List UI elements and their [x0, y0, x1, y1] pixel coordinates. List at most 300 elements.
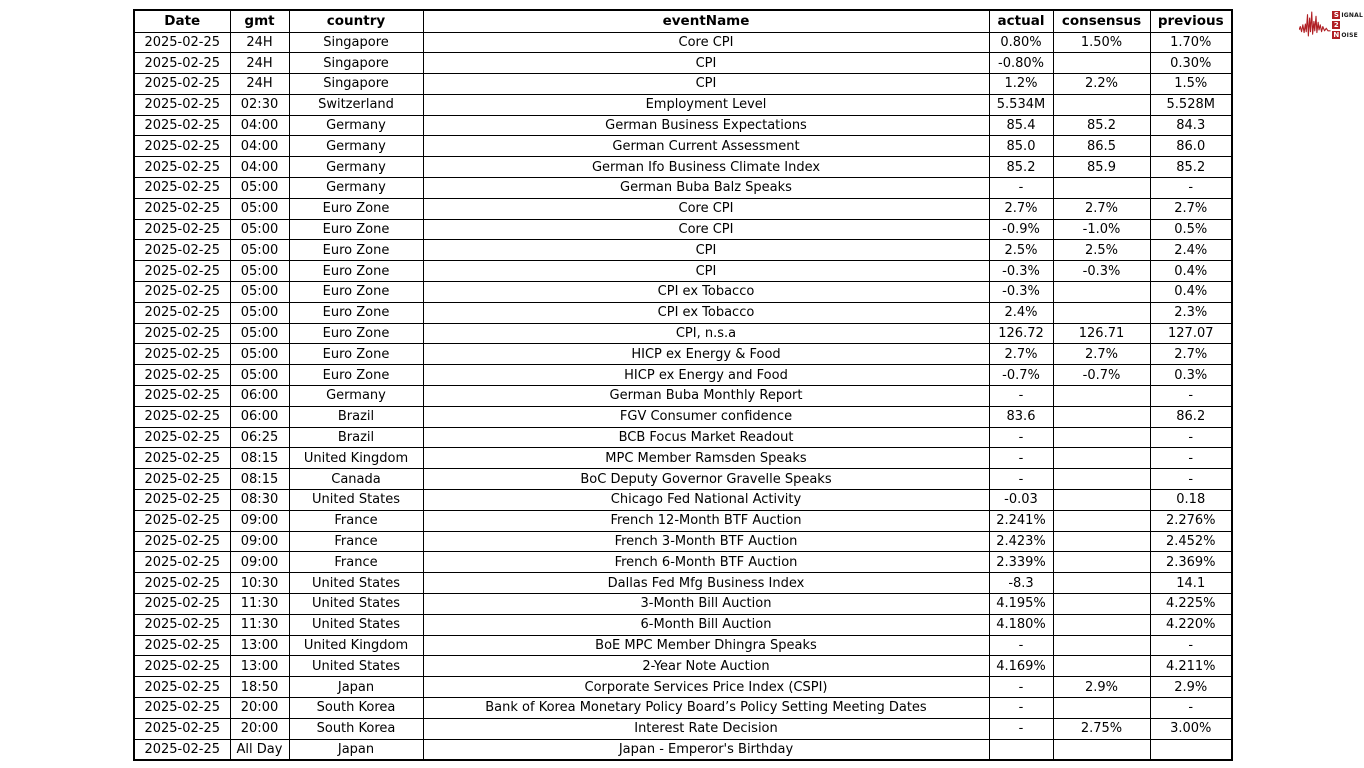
table-row — [134, 115, 1232, 136]
table-row — [134, 635, 1232, 656]
cell-gmt: 24H — [230, 32, 289, 53]
cell-previous: - — [1150, 635, 1232, 656]
cell-country: Euro Zone — [289, 282, 423, 303]
table-row — [134, 219, 1232, 240]
logo-line-signal — [1332, 11, 1363, 20]
cell-date: 2025-02-25 — [134, 198, 230, 219]
cell-event-name: 3-Month Bill Auction — [423, 594, 989, 615]
cell-actual: -0.80% — [989, 53, 1053, 74]
cell-country: United States — [289, 614, 423, 635]
table-row — [134, 136, 1232, 157]
cell-gmt: 24H — [230, 74, 289, 95]
table-row — [134, 698, 1232, 719]
cell-gmt: 20:00 — [230, 718, 289, 739]
cell-consensus — [1053, 552, 1150, 573]
cell-previous: 0.4% — [1150, 261, 1232, 282]
table-row — [134, 178, 1232, 199]
cell-gmt: 02:30 — [230, 94, 289, 115]
cell-consensus — [1053, 386, 1150, 407]
cell-country: Euro Zone — [289, 365, 423, 386]
cell-gmt: 13:00 — [230, 656, 289, 677]
cell-actual: - — [989, 469, 1053, 490]
cell-consensus — [1053, 656, 1150, 677]
cell-date: 2025-02-25 — [134, 635, 230, 656]
table-row — [134, 739, 1232, 760]
cell-country: Canada — [289, 469, 423, 490]
cell-gmt: 05:00 — [230, 261, 289, 282]
cell-event-name: Chicago Fed National Activity — [423, 490, 989, 511]
cell-gmt: 10:30 — [230, 573, 289, 594]
cell-event-name: FGV Consumer confidence — [423, 406, 989, 427]
cell-consensus — [1053, 302, 1150, 323]
cell-consensus — [1053, 739, 1150, 760]
cell-consensus — [1053, 282, 1150, 303]
cell-country: Euro Zone — [289, 323, 423, 344]
cell-event-name: CPI, n.s.a — [423, 323, 989, 344]
cell-gmt: 20:00 — [230, 698, 289, 719]
logo-line-noise — [1332, 31, 1363, 40]
cell-event-name: German Ifo Business Climate Index — [423, 157, 989, 178]
cell-date: 2025-02-25 — [134, 115, 230, 136]
cell-previous: 2.3% — [1150, 302, 1232, 323]
cell-actual: 2.241% — [989, 510, 1053, 531]
cell-actual: 2.5% — [989, 240, 1053, 261]
cell-consensus — [1053, 427, 1150, 448]
signal2noise-logo — [1299, 5, 1363, 43]
table-row — [134, 448, 1232, 469]
table-row — [134, 240, 1232, 261]
cell-actual: 85.4 — [989, 115, 1053, 136]
cell-consensus — [1053, 635, 1150, 656]
cell-actual — [989, 739, 1053, 760]
cell-event-name: MPC Member Ramsden Speaks — [423, 448, 989, 469]
cell-gmt: 08:30 — [230, 490, 289, 511]
cell-date: 2025-02-25 — [134, 573, 230, 594]
cell-date: 2025-02-25 — [134, 344, 230, 365]
cell-event-name: CPI — [423, 53, 989, 74]
cell-gmt: 04:00 — [230, 157, 289, 178]
cell-country: Euro Zone — [289, 240, 423, 261]
cell-actual: 85.2 — [989, 157, 1053, 178]
cell-event-name: CPI — [423, 74, 989, 95]
cell-date: 2025-02-25 — [134, 656, 230, 677]
cell-actual: -0.3% — [989, 261, 1053, 282]
cell-actual: -0.3% — [989, 282, 1053, 303]
cell-gmt: 05:00 — [230, 178, 289, 199]
cell-date: 2025-02-25 — [134, 323, 230, 344]
cell-previous: 14.1 — [1150, 573, 1232, 594]
cell-consensus — [1053, 448, 1150, 469]
table-row — [134, 74, 1232, 95]
cell-date: 2025-02-25 — [134, 490, 230, 511]
cell-gmt: 09:00 — [230, 552, 289, 573]
cell-date: 2025-02-25 — [134, 739, 230, 760]
cell-date: 2025-02-25 — [134, 386, 230, 407]
cell-event-name: German Buba Balz Speaks — [423, 178, 989, 199]
cell-previous: - — [1150, 178, 1232, 199]
cell-actual: 2.7% — [989, 344, 1053, 365]
cell-actual: -0.7% — [989, 365, 1053, 386]
table-row — [134, 94, 1232, 115]
cell-date: 2025-02-25 — [134, 157, 230, 178]
cell-gmt: 11:30 — [230, 594, 289, 615]
table-row — [134, 469, 1232, 490]
cell-consensus: -0.3% — [1053, 261, 1150, 282]
cell-country: Euro Zone — [289, 261, 423, 282]
table-row — [134, 32, 1232, 53]
cell-actual: - — [989, 178, 1053, 199]
cell-country: France — [289, 510, 423, 531]
cell-previous: 0.5% — [1150, 219, 1232, 240]
cell-gmt: 05:00 — [230, 198, 289, 219]
cell-date: 2025-02-25 — [134, 32, 230, 53]
cell-event-name: Core CPI — [423, 219, 989, 240]
cell-gmt: 08:15 — [230, 448, 289, 469]
cell-previous: 0.18 — [1150, 490, 1232, 511]
economic-calendar — [133, 9, 1233, 761]
cell-actual: 4.180% — [989, 614, 1053, 635]
cell-country: Germany — [289, 115, 423, 136]
cell-date: 2025-02-25 — [134, 614, 230, 635]
cell-gmt: 11:30 — [230, 614, 289, 635]
cell-actual: - — [989, 635, 1053, 656]
cell-previous: - — [1150, 698, 1232, 719]
cell-gmt: 04:00 — [230, 115, 289, 136]
cell-event-name: Core CPI — [423, 198, 989, 219]
cell-consensus — [1053, 594, 1150, 615]
cell-previous: 86.2 — [1150, 406, 1232, 427]
cell-consensus: 2.9% — [1053, 677, 1150, 698]
cell-previous — [1150, 739, 1232, 760]
cell-previous: - — [1150, 386, 1232, 407]
cell-date: 2025-02-25 — [134, 94, 230, 115]
cell-consensus — [1053, 406, 1150, 427]
cell-country: Singapore — [289, 53, 423, 74]
cell-previous: - — [1150, 427, 1232, 448]
cell-country: Germany — [289, 136, 423, 157]
cell-event-name: French 3-Month BTF Auction — [423, 531, 989, 552]
cell-date: 2025-02-25 — [134, 698, 230, 719]
cell-country: United States — [289, 656, 423, 677]
cell-event-name: French 12-Month BTF Auction — [423, 510, 989, 531]
cell-consensus — [1053, 490, 1150, 511]
cell-previous: 84.3 — [1150, 115, 1232, 136]
cell-previous: 2.452% — [1150, 531, 1232, 552]
cell-previous: 127.07 — [1150, 323, 1232, 344]
cell-consensus — [1053, 698, 1150, 719]
cell-gmt: 04:00 — [230, 136, 289, 157]
column-header-date: Date — [134, 10, 230, 32]
cell-date: 2025-02-25 — [134, 136, 230, 157]
cell-event-name: German Business Expectations — [423, 115, 989, 136]
cell-previous: 0.30% — [1150, 53, 1232, 74]
cell-date: 2025-02-25 — [134, 74, 230, 95]
cell-actual: - — [989, 718, 1053, 739]
cell-date: 2025-02-25 — [134, 718, 230, 739]
cell-actual: - — [989, 698, 1053, 719]
cell-previous: - — [1150, 448, 1232, 469]
cell-consensus: 2.2% — [1053, 74, 1150, 95]
cell-event-name: Bank of Korea Monetary Policy Board’s Policy Setting Meeting Dates — [423, 698, 989, 719]
cell-consensus: 2.5% — [1053, 240, 1150, 261]
cell-date: 2025-02-25 — [134, 261, 230, 282]
cell-consensus — [1053, 573, 1150, 594]
cell-event-name: BCB Focus Market Readout — [423, 427, 989, 448]
cell-date: 2025-02-25 — [134, 552, 230, 573]
cell-date: 2025-02-25 — [134, 594, 230, 615]
cell-consensus: -0.7% — [1053, 365, 1150, 386]
economic-calendar-table — [133, 9, 1233, 761]
cell-previous: 1.5% — [1150, 74, 1232, 95]
cell-country: United States — [289, 490, 423, 511]
cell-previous: - — [1150, 469, 1232, 490]
cell-consensus: 2.7% — [1053, 344, 1150, 365]
table-body — [134, 32, 1232, 760]
cell-previous: 2.276% — [1150, 510, 1232, 531]
cell-date: 2025-02-25 — [134, 469, 230, 490]
cell-event-name: Japan - Emperor's Birthday — [423, 739, 989, 760]
cell-actual: 5.534M — [989, 94, 1053, 115]
cell-actual: -0.03 — [989, 490, 1053, 511]
cell-gmt: 13:00 — [230, 635, 289, 656]
table-row — [134, 282, 1232, 303]
waveform-icon — [1299, 8, 1331, 40]
cell-date: 2025-02-25 — [134, 510, 230, 531]
cell-event-name: Core CPI — [423, 32, 989, 53]
cell-previous: 1.70% — [1150, 32, 1232, 53]
cell-consensus — [1053, 53, 1150, 74]
cell-previous: 2.4% — [1150, 240, 1232, 261]
cell-actual: 2.4% — [989, 302, 1053, 323]
cell-previous: 2.9% — [1150, 677, 1232, 698]
cell-previous: 0.4% — [1150, 282, 1232, 303]
table-row — [134, 427, 1232, 448]
cell-previous: 2.369% — [1150, 552, 1232, 573]
cell-actual: 1.2% — [989, 74, 1053, 95]
cell-date: 2025-02-25 — [134, 406, 230, 427]
cell-country: United States — [289, 594, 423, 615]
cell-event-name: French 6-Month BTF Auction — [423, 552, 989, 573]
cell-actual: 2.7% — [989, 198, 1053, 219]
cell-previous: 4.211% — [1150, 656, 1232, 677]
logo-rest-oise: OISE — [1341, 31, 1358, 39]
cell-previous: 86.0 — [1150, 136, 1232, 157]
cell-consensus: 86.5 — [1053, 136, 1150, 157]
cell-actual: -8.3 — [989, 573, 1053, 594]
cell-gmt: 05:00 — [230, 365, 289, 386]
cell-consensus: 85.2 — [1053, 115, 1150, 136]
table-row — [134, 677, 1232, 698]
logo-line-2 — [1332, 21, 1363, 30]
cell-country: Japan — [289, 739, 423, 760]
cell-country: France — [289, 552, 423, 573]
cell-event-name: CPI ex Tobacco — [423, 282, 989, 303]
cell-country: Euro Zone — [289, 219, 423, 240]
cell-event-name: BoE MPC Member Dhingra Speaks — [423, 635, 989, 656]
cell-event-name: Corporate Services Price Index (CSPI) — [423, 677, 989, 698]
cell-event-name: Employment Level — [423, 94, 989, 115]
cell-consensus: 126.71 — [1053, 323, 1150, 344]
table-row — [134, 365, 1232, 386]
cell-consensus: 2.7% — [1053, 198, 1150, 219]
cell-consensus — [1053, 178, 1150, 199]
cell-gmt: 08:15 — [230, 469, 289, 490]
cell-previous: 4.220% — [1150, 614, 1232, 635]
cell-event-name: 6-Month Bill Auction — [423, 614, 989, 635]
cell-gmt: 06:00 — [230, 406, 289, 427]
cell-consensus — [1053, 94, 1150, 115]
cell-event-name: HICP ex Energy and Food — [423, 365, 989, 386]
cell-consensus: -1.0% — [1053, 219, 1150, 240]
cell-gmt: 06:25 — [230, 427, 289, 448]
cell-date: 2025-02-25 — [134, 240, 230, 261]
table-row — [134, 406, 1232, 427]
cell-gmt: 05:00 — [230, 282, 289, 303]
cell-event-name: CPI — [423, 240, 989, 261]
column-header-actual: actual — [989, 10, 1053, 32]
cell-date: 2025-02-25 — [134, 282, 230, 303]
cell-gmt: 09:00 — [230, 510, 289, 531]
cell-country: France — [289, 531, 423, 552]
table-header-row — [134, 10, 1232, 32]
table-row — [134, 510, 1232, 531]
cell-gmt: 05:00 — [230, 302, 289, 323]
cell-event-name: Dallas Fed Mfg Business Index — [423, 573, 989, 594]
table-row — [134, 552, 1232, 573]
cell-gmt: 05:00 — [230, 219, 289, 240]
cell-country: Germany — [289, 157, 423, 178]
cell-previous: 0.3% — [1150, 365, 1232, 386]
cell-event-name: German Buba Monthly Report — [423, 386, 989, 407]
cell-date: 2025-02-25 — [134, 53, 230, 74]
cell-previous: 5.528M — [1150, 94, 1232, 115]
column-header-consensus: consensus — [1053, 10, 1150, 32]
cell-gmt: All Day — [230, 739, 289, 760]
cell-gmt: 05:00 — [230, 344, 289, 365]
table-row — [134, 490, 1232, 511]
cell-date: 2025-02-25 — [134, 427, 230, 448]
table-row — [134, 386, 1232, 407]
table-row — [134, 573, 1232, 594]
table-row — [134, 261, 1232, 282]
table-row — [134, 344, 1232, 365]
logo-letter-n: N — [1333, 31, 1340, 39]
cell-consensus — [1053, 614, 1150, 635]
table-row — [134, 198, 1232, 219]
cell-actual: 2.423% — [989, 531, 1053, 552]
cell-previous: 85.2 — [1150, 157, 1232, 178]
cell-country: South Korea — [289, 718, 423, 739]
cell-actual: 2.339% — [989, 552, 1053, 573]
cell-event-name: German Current Assessment — [423, 136, 989, 157]
cell-country: Euro Zone — [289, 344, 423, 365]
cell-gmt: 05:00 — [230, 240, 289, 261]
cell-country: Germany — [289, 178, 423, 199]
cell-country: South Korea — [289, 698, 423, 719]
cell-country: Switzerland — [289, 94, 423, 115]
logo-letter-s: S — [1333, 11, 1339, 19]
cell-consensus: 85.9 — [1053, 157, 1150, 178]
column-header-country: country — [289, 10, 423, 32]
table-row — [134, 323, 1232, 344]
table-row — [134, 718, 1232, 739]
column-header-event-name: eventName — [423, 10, 989, 32]
cell-date: 2025-02-25 — [134, 178, 230, 199]
cell-gmt: 18:50 — [230, 677, 289, 698]
table-row — [134, 614, 1232, 635]
cell-country: Japan — [289, 677, 423, 698]
column-header-gmt: gmt — [230, 10, 289, 32]
cell-actual: 4.169% — [989, 656, 1053, 677]
cell-previous: 3.00% — [1150, 718, 1232, 739]
cell-date: 2025-02-25 — [134, 531, 230, 552]
table-row — [134, 302, 1232, 323]
cell-gmt: 06:00 — [230, 386, 289, 407]
cell-actual: -0.9% — [989, 219, 1053, 240]
cell-country: Germany — [289, 386, 423, 407]
cell-actual: - — [989, 448, 1053, 469]
cell-previous: 4.225% — [1150, 594, 1232, 615]
cell-previous: 2.7% — [1150, 344, 1232, 365]
cell-gmt: 09:00 — [230, 531, 289, 552]
cell-consensus — [1053, 531, 1150, 552]
cell-country: Singapore — [289, 32, 423, 53]
cell-consensus: 1.50% — [1053, 32, 1150, 53]
cell-date: 2025-02-25 — [134, 219, 230, 240]
cell-country: Euro Zone — [289, 198, 423, 219]
logo-text — [1332, 11, 1363, 40]
cell-country: Brazil — [289, 406, 423, 427]
cell-actual: 85.0 — [989, 136, 1053, 157]
cell-date: 2025-02-25 — [134, 448, 230, 469]
cell-country: Brazil — [289, 427, 423, 448]
cell-consensus — [1053, 510, 1150, 531]
cell-date: 2025-02-25 — [134, 302, 230, 323]
cell-event-name: Interest Rate Decision — [423, 718, 989, 739]
cell-gmt: 05:00 — [230, 323, 289, 344]
cell-event-name: CPI — [423, 261, 989, 282]
logo-rest-ignal: IGNAL — [1341, 11, 1363, 19]
table-row — [134, 157, 1232, 178]
table-row — [134, 53, 1232, 74]
cell-event-name: CPI ex Tobacco — [423, 302, 989, 323]
cell-consensus — [1053, 469, 1150, 490]
cell-country: United States — [289, 573, 423, 594]
logo-letter-2: 2 — [1333, 21, 1339, 29]
cell-actual: 0.80% — [989, 32, 1053, 53]
cell-event-name: 2-Year Note Auction — [423, 656, 989, 677]
cell-previous: 2.7% — [1150, 198, 1232, 219]
table-row — [134, 656, 1232, 677]
cell-country: Euro Zone — [289, 302, 423, 323]
table-row — [134, 594, 1232, 615]
cell-actual: 126.72 — [989, 323, 1053, 344]
cell-actual: 4.195% — [989, 594, 1053, 615]
cell-consensus: 2.75% — [1053, 718, 1150, 739]
cell-gmt: 24H — [230, 53, 289, 74]
cell-actual: - — [989, 427, 1053, 448]
cell-date: 2025-02-25 — [134, 365, 230, 386]
table-row — [134, 531, 1232, 552]
cell-country: Singapore — [289, 74, 423, 95]
cell-country: United Kingdom — [289, 448, 423, 469]
cell-country: United Kingdom — [289, 635, 423, 656]
cell-actual: - — [989, 386, 1053, 407]
cell-date: 2025-02-25 — [134, 677, 230, 698]
cell-event-name: BoC Deputy Governor Gravelle Speaks — [423, 469, 989, 490]
cell-actual: 83.6 — [989, 406, 1053, 427]
column-header-previous: previous — [1150, 10, 1232, 32]
